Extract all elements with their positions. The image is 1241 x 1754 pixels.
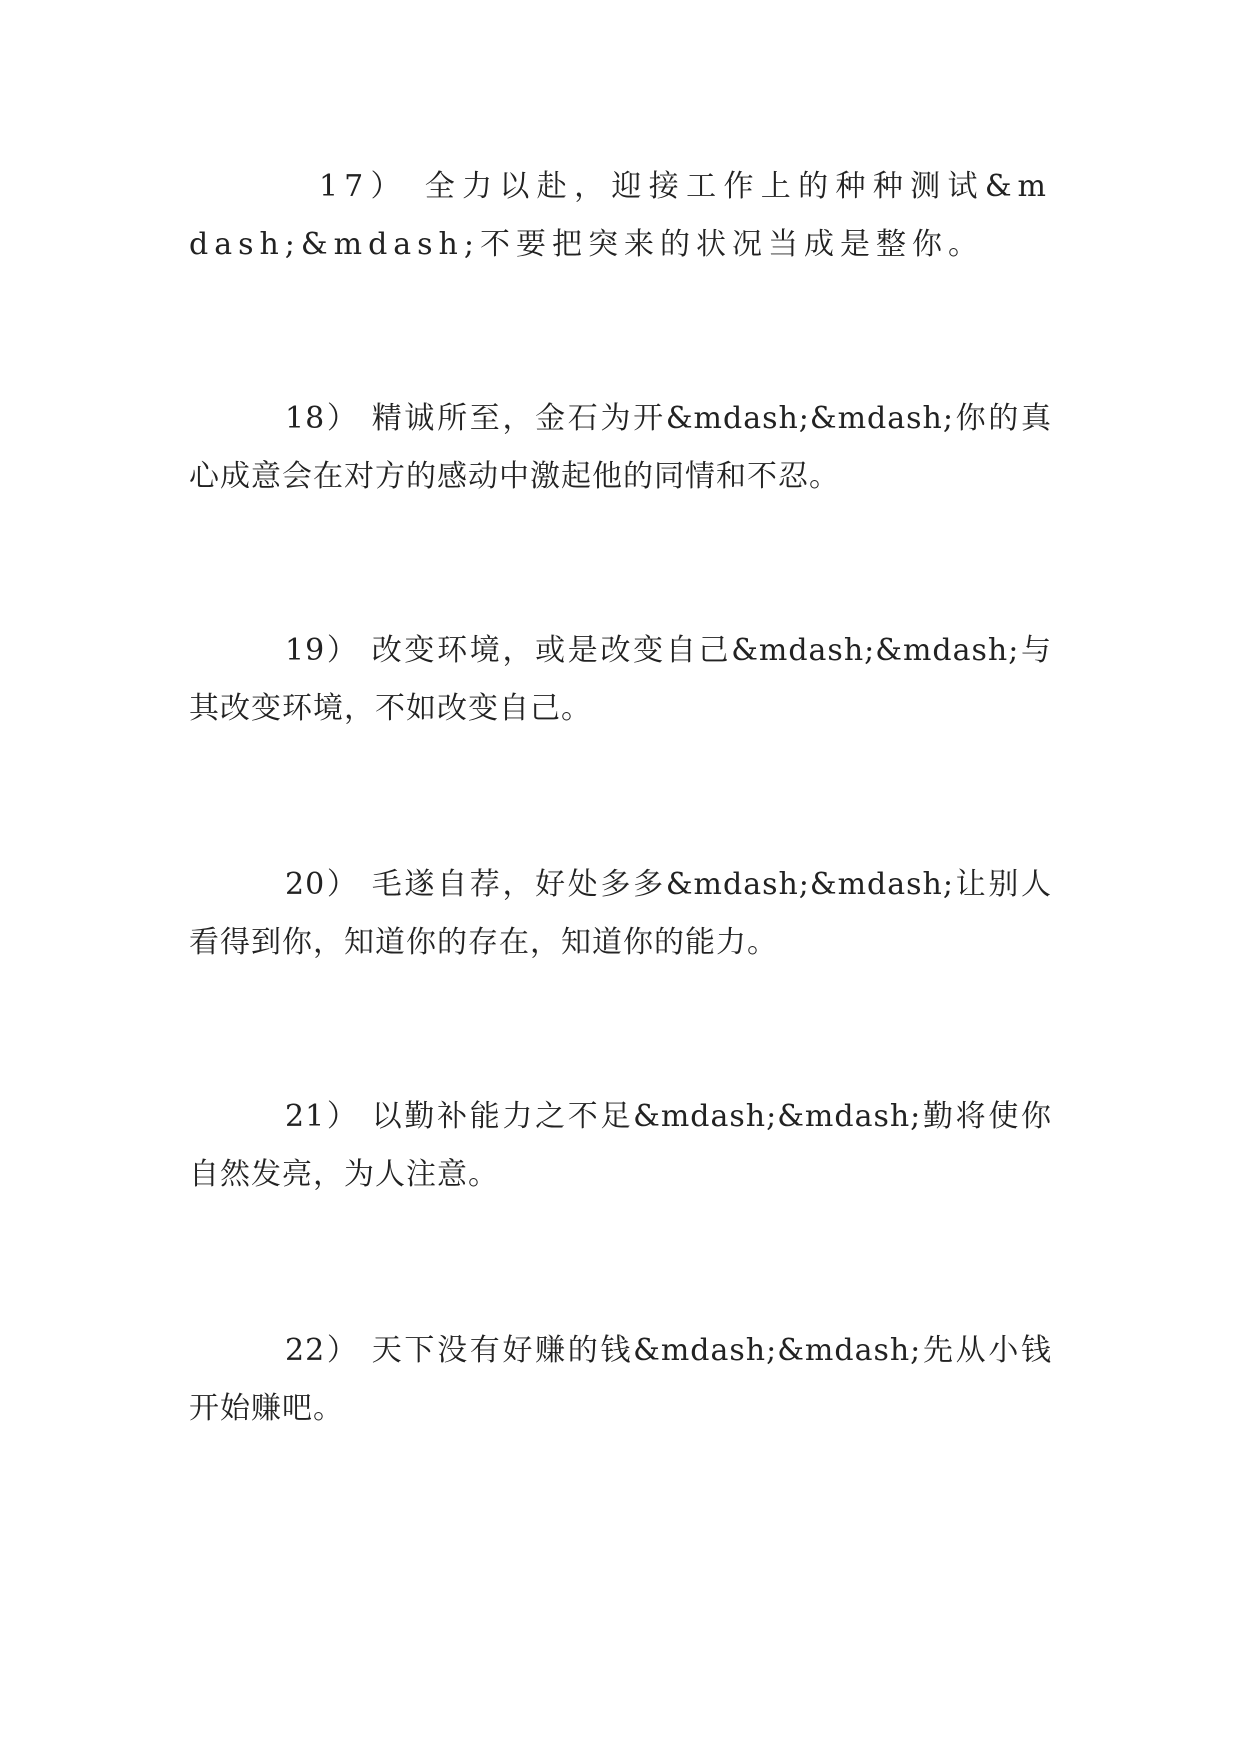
paragraph-17: 17） 全力以赴，迎接工作上的种种测试&mdash;&mdash;不要把突来的状况当成是整你。 — [189, 169, 1052, 262]
paragraph-19: 19） 改变环境，或是改变自己&mdash;&mdash;与其改变环境，不如改变自己。 — [189, 633, 1052, 726]
paragraph-20: 20） 毛遂自荐，好处多多&mdash;&mdash;让别人看得到你，知道你的存在，知道你的能力。 — [189, 867, 1052, 960]
paragraph-22: 22） 天下没有好赚的钱&mdash;&mdash;先从小钱开始赚吧。 — [189, 1333, 1052, 1426]
paragraph-18: 18） 精诚所至，金石为开&mdash;&mdash;你的真心成意会在对方的感动中激起他的同情和不忍。 — [189, 401, 1052, 494]
paragraph-21: 21） 以勤补能力之不足&mdash;&mdash;勤将使你自然发亮，为人注意。 — [189, 1099, 1052, 1192]
